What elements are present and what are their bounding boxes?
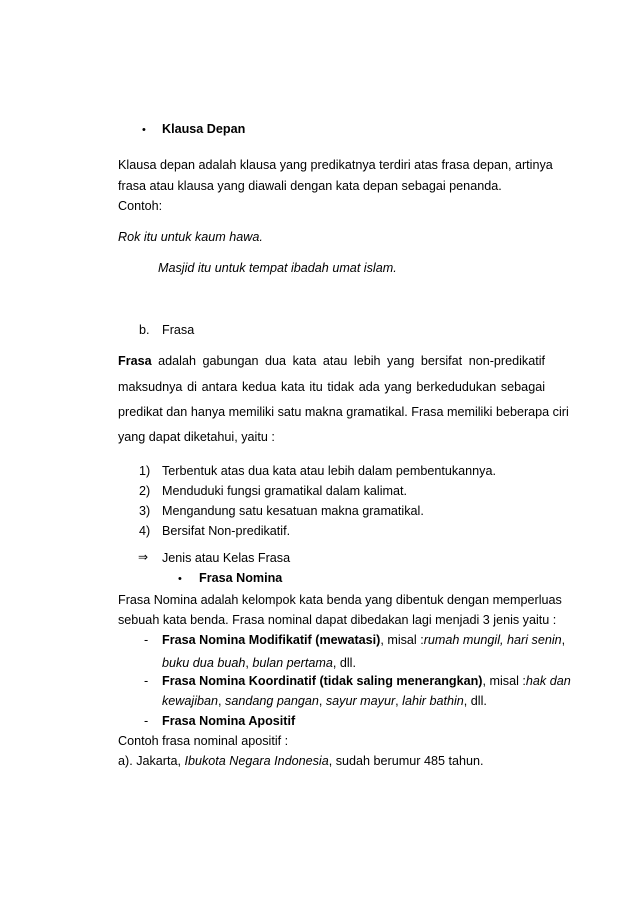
dash-marker: - (144, 714, 149, 728)
arrow-right-icon: ⇒ (138, 550, 149, 564)
paragraph-line: Frasa Nomina adalah kelompok kata benda yang dibentuk dengan memperluas (118, 593, 562, 607)
paragraph-line: Klausa depan adalah klausa yang predikatnya terdiri atas frasa depan, artinya (118, 158, 553, 172)
list-item-continuation: buku dua buah, bulan pertama, dll. (162, 656, 356, 670)
example-sentence: a). Jakarta, Ibukota Negara Indonesia, sudah berumur 485 tahun. (118, 754, 484, 768)
paragraph-line: sebuah kata benda. Frasa nominal dapat dibedakan lagi menjadi 3 jenis yaitu : (118, 613, 557, 627)
list-number: 4) (139, 524, 151, 538)
list-item: Menduduki fungsi gramatikal dalam kalimat. (162, 484, 407, 498)
bullet-icon: • (178, 573, 182, 585)
paragraph-line: yang dapat diketahui, yaitu : (118, 430, 275, 444)
list-number: 3) (139, 504, 151, 518)
list-marker: b. (139, 323, 150, 337)
list-item: Bersifat Non-predikatif. (162, 524, 291, 538)
section-heading-klausa-depan: Klausa Depan (162, 122, 246, 136)
list-item: Frasa Nomina Modifikatif (mewatasi), misal :rumah mungil, hari senin, (162, 633, 566, 647)
contoh-label: Contoh: (118, 199, 163, 213)
example-sentence: Rok itu untuk kaum hawa. (118, 230, 263, 244)
section-heading-frasa: Frasa (162, 323, 195, 337)
example-sentence: Masjid itu untuk tempat ibadah umat islam. (158, 261, 397, 275)
list-item: Frasa Nomina Koordinatif (tidak saling menerangkan), misal :hak dan (162, 674, 571, 688)
contoh-label: Contoh frasa nominal apositif : (118, 734, 289, 748)
list-item: Mengandung satu kesatuan makna gramatikal. (162, 504, 424, 518)
section-heading-jenis: Jenis atau Kelas Frasa (162, 551, 291, 565)
list-item: Frasa Nomina Apositif (162, 714, 296, 728)
paragraph-line: predikat dan hanya memiliki satu makna gramatikal. Frasa memiliki beberapa ciri (118, 405, 569, 419)
sub-heading-frasa-nomina: Frasa Nomina (199, 571, 283, 585)
paragraph-line: maksudnya di antara kedua kata itu tidak ada yang berkedudukan sebagai (118, 380, 545, 394)
bullet-icon: • (142, 124, 146, 136)
paragraph-line: Frasa adalah gabungan dua kata atau lebih yang bersifat non-predikatif (118, 354, 545, 368)
paragraph-line: frasa atau klausa yang diawali dengan kata depan sebagai penanda. (118, 179, 502, 193)
dash-marker: - (144, 674, 149, 688)
list-item: Terbentuk atas dua kata atau lebih dalam pembentukannya. (162, 464, 496, 478)
dash-marker: - (144, 633, 149, 647)
list-number: 2) (139, 484, 151, 498)
list-number: 1) (139, 464, 151, 478)
list-item-continuation: kewajiban, sandang pangan, sayur mayur, lahir bathin, dll. (162, 694, 487, 708)
